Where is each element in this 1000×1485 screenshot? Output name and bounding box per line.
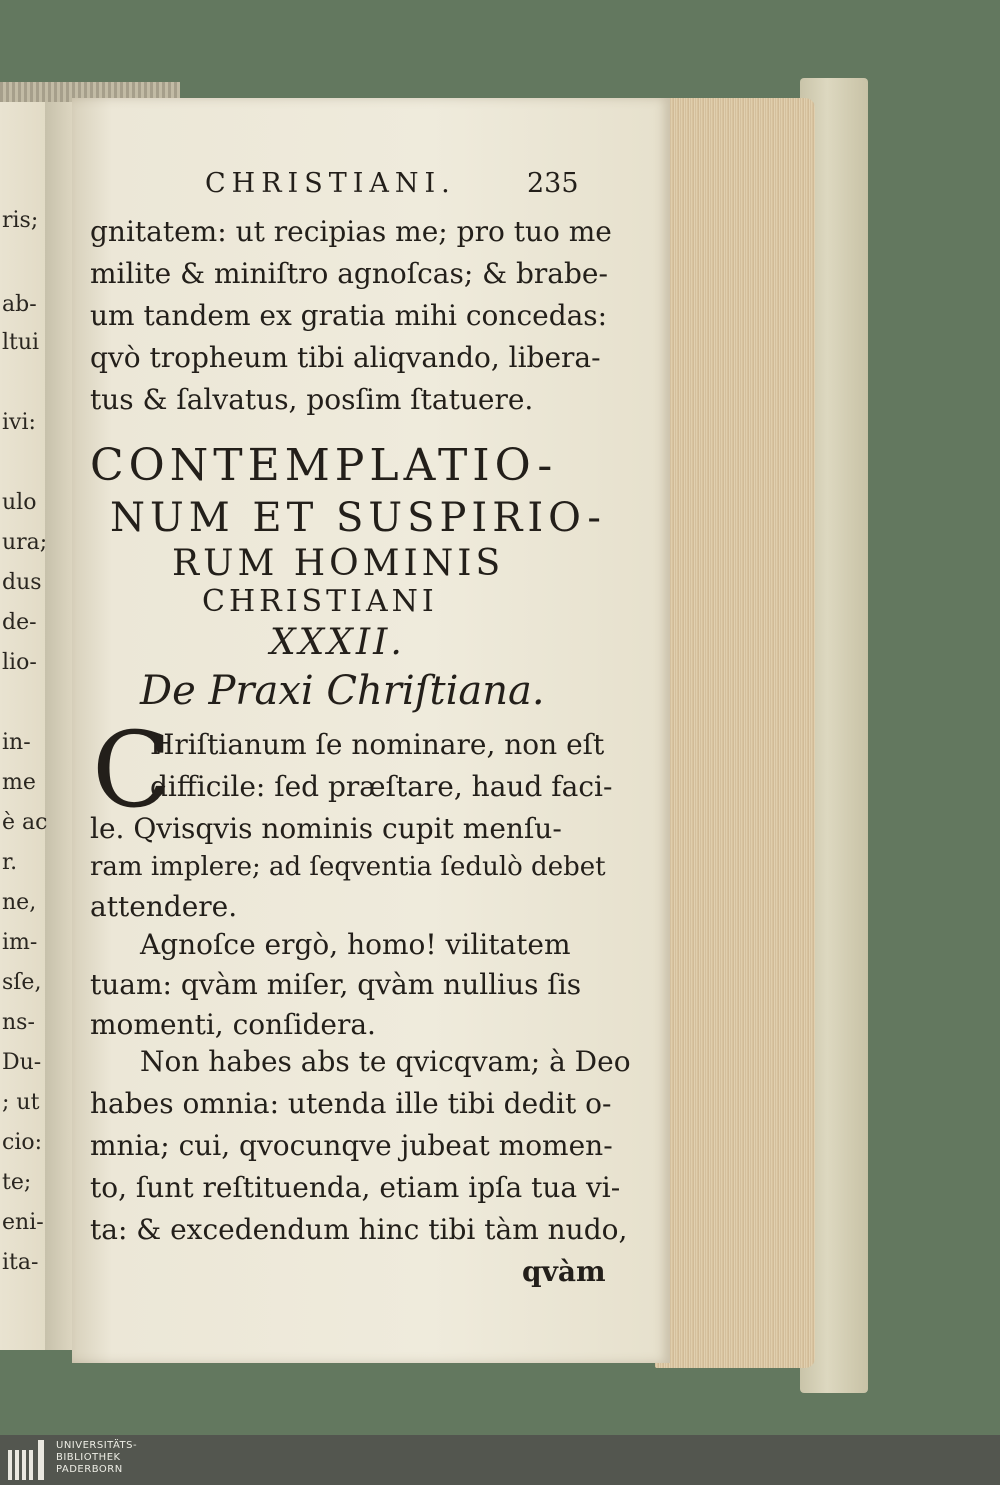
text-line: qvò tropheum tibi aliqvando, libera-	[90, 341, 601, 374]
page-edges	[655, 98, 815, 1368]
section-title-line: NUM ET SUSPIRIO-	[110, 495, 606, 541]
section-title-line: CHRISTIANI	[202, 584, 438, 619]
left-fragment: ns-	[2, 1010, 35, 1035]
left-fragment: lio-	[2, 650, 37, 675]
library-name	[56, 1440, 137, 1476]
left-fragment: ura;	[2, 530, 48, 555]
text-line: um tandem ex gratia mihi concedas:	[90, 299, 608, 332]
text-line: mnia; cui, qvocunqve jubeat momen-	[90, 1129, 613, 1162]
page-number: 235	[527, 168, 579, 199]
running-title: CHRISTIANI.	[205, 168, 456, 199]
drop-cap: C	[92, 709, 172, 831]
text-line: Agnoſce ergò, homo! vilitatem	[140, 928, 571, 961]
left-fragment: sſe,	[2, 970, 42, 995]
gutter	[45, 100, 73, 1350]
text-line: ram implere; ad ſeqventia ſedulò debet	[90, 852, 606, 882]
library-name-line: BIBLIOTHEK	[56, 1452, 121, 1463]
text-line: ta: & excedendum hinc tibi tàm nudo,	[90, 1213, 628, 1246]
left-fragment: r.	[2, 850, 18, 875]
left-fragment: ris;	[2, 208, 39, 233]
left-fragment: cio:	[2, 1130, 43, 1155]
left-fragment: ulo	[2, 490, 37, 515]
library-logo-icon	[8, 1440, 48, 1480]
text-line: difficile: ſed præſtare, haud faci-	[150, 770, 613, 803]
footer-bar	[0, 1435, 1000, 1485]
text-line: tus & ſalvatus, posſim ſtatuere.	[90, 383, 534, 416]
library-name-line: PADERBORN	[56, 1464, 123, 1475]
text-line: habes omnia: utenda ille tibi dedit o-	[90, 1087, 612, 1120]
left-fragment: Du-	[2, 1050, 42, 1075]
left-fragment: ltui	[2, 330, 40, 355]
text-line: attendere.	[90, 890, 238, 923]
text-line: tuam: qvàm miſer, qvàm nullius ſis	[90, 968, 582, 1001]
left-fragment: ab-	[2, 292, 37, 317]
left-fragment: im-	[2, 930, 38, 955]
section-title-line: CONTEMPLATIO-	[90, 440, 558, 491]
left-fragment: te;	[2, 1170, 32, 1195]
catchword: qvàm	[522, 1255, 606, 1288]
text-line: Hriſtianum ſe nominare, non eſt	[150, 728, 605, 761]
left-fragment: ita-	[2, 1250, 39, 1275]
section-title-line: RUM HOMINIS	[172, 543, 505, 584]
left-fragment: ne,	[2, 890, 37, 915]
left-fragment: de-	[2, 610, 37, 635]
left-fragment: ; ut	[2, 1090, 40, 1115]
left-page	[0, 90, 48, 1350]
left-fragment: è ac	[2, 810, 48, 835]
text-line: momenti, conſidera.	[90, 1008, 376, 1041]
left-fragment: ivi:	[2, 410, 36, 435]
left-fragment: in-	[2, 730, 31, 755]
text-line: le. Qvisqvis nominis cupit menſu-	[90, 812, 562, 845]
section-subtitle: De Praxi Chriſtiana.	[140, 668, 545, 714]
left-fragment: me	[2, 770, 36, 795]
section-number: XXXII.	[270, 622, 405, 663]
text-line: gnitatem: ut recipias me; pro tuo me	[90, 215, 612, 248]
text-line: to, ſunt reſtituenda, etiam ipſa tua vi-	[90, 1171, 621, 1204]
left-fragment: eni-	[2, 1210, 44, 1235]
left-fragment: dus	[2, 570, 42, 595]
library-name-line: UNIVERSITÄTS-	[56, 1440, 138, 1451]
text-line: milite & miniſtro agnoſcas; & brabe-	[90, 257, 608, 290]
text-line: Non habes abs te qvicqvam; à Deo	[140, 1045, 631, 1078]
